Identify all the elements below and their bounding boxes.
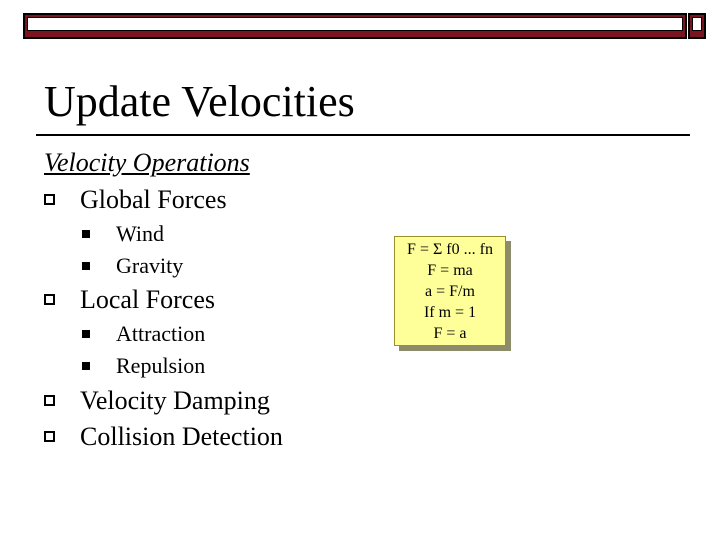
filled-square-bullet-icon bbox=[82, 230, 90, 238]
filled-square-bullet-icon bbox=[82, 362, 90, 370]
title-divider bbox=[36, 134, 690, 136]
formula-note-box bbox=[394, 236, 506, 346]
note-line: a = F/m bbox=[425, 283, 475, 300]
note-line: F = a bbox=[433, 325, 467, 342]
corner-decoration bbox=[688, 13, 706, 39]
hollow-square-bullet-icon bbox=[44, 395, 55, 406]
note-line: F = Σ f0 ... fn bbox=[407, 241, 493, 258]
filled-square-bullet-icon bbox=[82, 330, 90, 338]
note-line: If m = 1 bbox=[423, 304, 477, 321]
top-decorative-bar bbox=[23, 13, 687, 39]
hollow-square-bullet-icon bbox=[44, 431, 55, 442]
slide-title: Update Velocities bbox=[44, 77, 355, 126]
hollow-square-bullet-icon bbox=[44, 194, 55, 205]
section-heading: Velocity Operations bbox=[44, 148, 250, 177]
slide: Update Velocities Velocity Operations Global Forces Wind Gravity Local Forces Attraction Repulsion Velocity Damping Collision Detection F = Σ f0 ... fn F = ma a = F/m If m = 1 F = a bbox=[0, 0, 720, 540]
note-line: F = ma bbox=[427, 262, 473, 279]
filled-square-bullet-icon bbox=[82, 262, 90, 270]
hollow-square-bullet-icon bbox=[44, 294, 55, 305]
